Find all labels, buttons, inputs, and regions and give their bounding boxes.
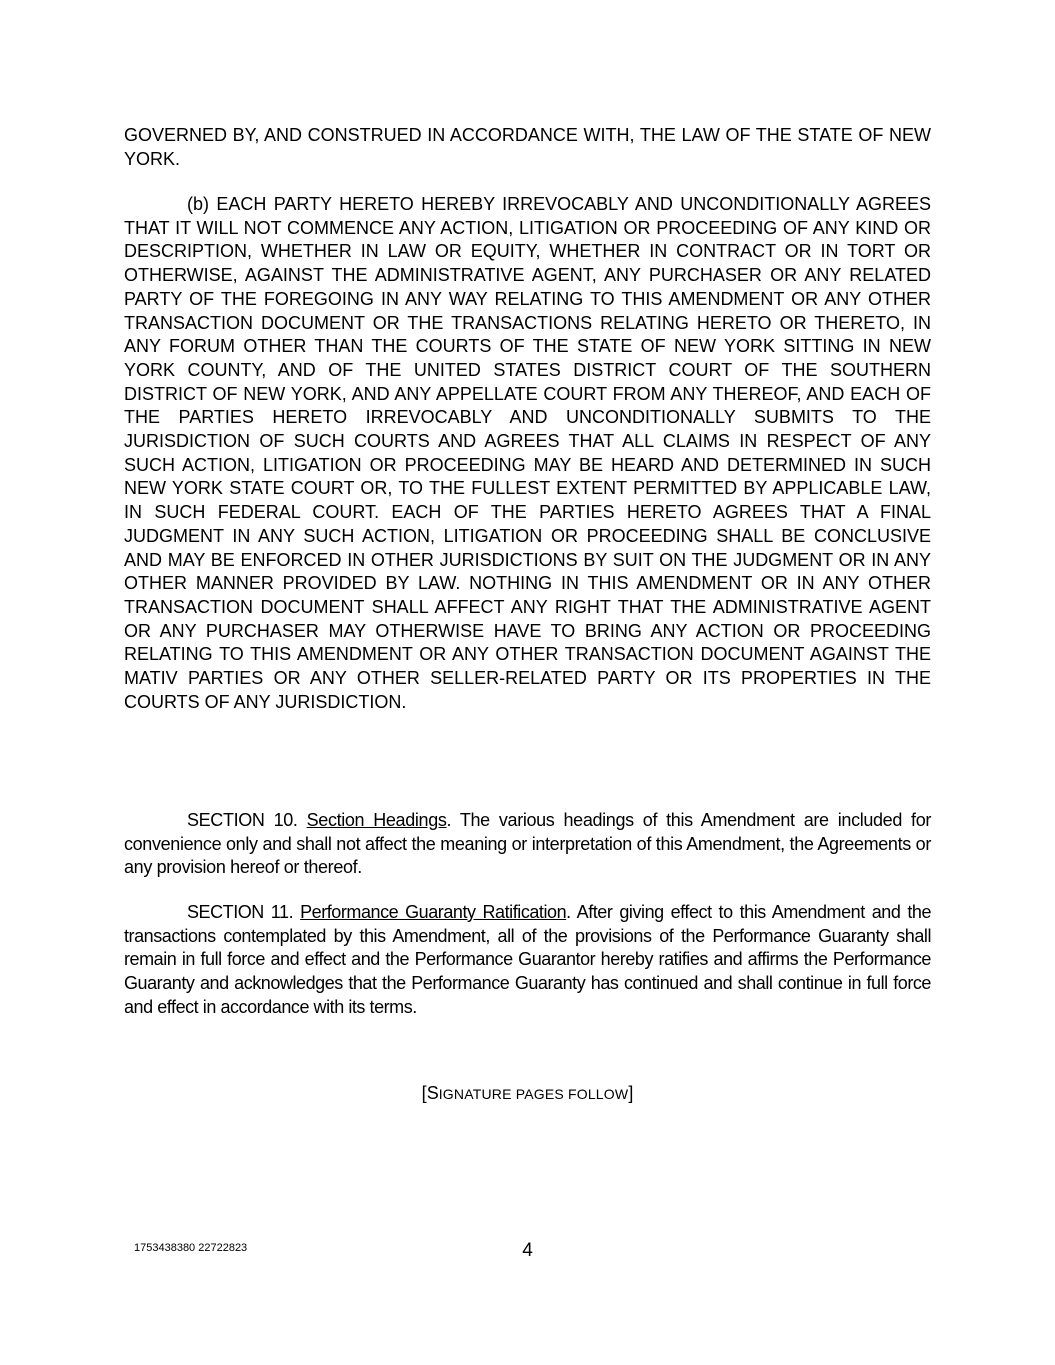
signature-open-bracket: [ [421, 1083, 427, 1103]
signature-close-bracket: ] [628, 1083, 634, 1103]
section-10-number: SECTION 10. [187, 810, 298, 830]
section-10-heading: Section Headings [306, 810, 447, 830]
page-number: 4 [522, 1240, 533, 1261]
section-11-body: . After giving effect to this Amendment and the transactions contemplated by this Amendment, all of the provisions of the Performance Guaranty shall remain in full force and effect and the Performance Guarantor hereby ratifies and affirms the Performance Guaranty and acknowledges that the Performance Guaranty has continued and shall continue in full force and effect in accordance with its terms. [124, 902, 932, 1017]
section-11-number: SECTION 11. [187, 902, 294, 922]
jurisdiction-paragraph: (b) EACH PARTY HERETO HEREBY IRREVOCABLY AND UNCONDITIONALLY AGREES THAT IT WILL NOT COMMENCE ANY ACTION, LITIGATION OR PROCEEDING OF ANY KIND OR DESCRIPTION, WHETHER IN LAW OR EQUITY, WHETHER IN CONTRACT OR IN TORT OR OTHERWISE, AGAINST THE ADMINISTRATIVE AGENT, ANY PURCHASER OR ANY RELATED PARTY OF THE FOREGOING IN ANY WAY RELATING TO THIS AMENDMENT OR ANY OTHER TRANSACTION DOCUMENT OR THE TRANSACTIONS RELATING HERETO OR THERETO, IN ANY FORUM OTHER THAN THE COURTS OF THE STATE OF NEW YORK SITTING IN NEW YORK COUNTY, AND OF THE UNITED STATES DISTRICT COURT OF THE SOUTHERN DISTRICT OF NEW YORK, AND ANY APPELLATE COURT FROM ANY THEREOF, AND EACH OF THE PARTIES HERETO IRREVOCABLY AND UNCONDITIONALLY SUBMITS TO THE JURISDICTION OF SUCH COURTS AND AGREES THAT ALL CLAIMS IN RESPECT OF ANY SUCH ACTION, LITIGATION OR PROCEEDING MAY BE HEARD AND DETERMINED IN SUCH NEW YORK STATE COURT OR, TO THE FULLEST EXTENT PERMITTED BY APPLICABLE LAW, IN SUCH FEDERAL COURT. EACH OF THE PARTIES HERETO AGREES THAT A FINAL JUDGMENT IN ANY SUCH ACTION, LITIGATION OR PROCEEDING SHALL BE CONCLUSIVE AND MAY BE ENFORCED IN OTHER JURISDICTIONS BY SUIT ON THE JUDGMENT OR IN ANY OTHER MANNER PROVIDED BY LAW. NOTHING IN THIS AMENDMENT OR IN ANY OTHER TRANSACTION DOCUMENT SHALL AFFECT ANY RIGHT THAT THE ADMINISTRATIVE AGENT OR ANY PURCHASER MAY OTHERWISE HAVE TO BRING ANY ACTION OR PROCEEDING RELATING TO THIS AMENDMENT OR ANY OTHER TRANSACTION DOCUMENT AGAINST THE MATIV PARTIES OR ANY OTHER SELLER-RELATED PARTY OR ITS PROPERTIES IN THE COURTS OF ANY JURISDICTION. [124, 194, 931, 712]
footer-document-id: 1753438380 22722823 [134, 1242, 248, 1254]
section-11-paragraph [124, 901, 931, 1020]
signature-first-letter: S [426, 1083, 439, 1103]
section-10-paragraph [124, 809, 931, 880]
signature-rest: IGNATURE PAGES FOLLOW [438, 1086, 629, 1102]
section-10-body: . The various headings of this Amendment are included for convenience only and shall not affect the meaning or interpretation of this Amendment, the Agreements or any provision hereof or thereof. [124, 810, 931, 878]
governing-law-paragraph: GOVERNED BY, AND CONSTRUED IN ACCORDANCE WITH, THE LAW OF THE STATE OF NEW YORK. [124, 125, 931, 169]
section-11-heading: Performance Guaranty Ratification [300, 902, 567, 922]
signature-pages-note [0, 1083, 1055, 1104]
